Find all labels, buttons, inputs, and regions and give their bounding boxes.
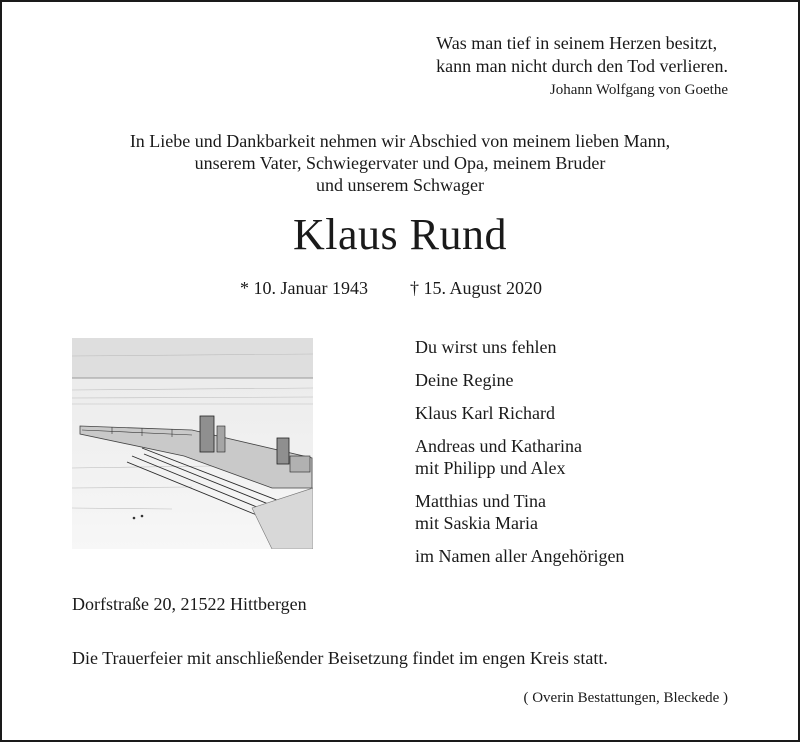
mourner-block	[415, 435, 624, 479]
quote-line: kann man nicht durch den Tod verlieren.	[436, 56, 728, 76]
quote-line: Was man tief in seinem Herzen besitzt,	[436, 33, 718, 53]
death-date: † 15. August 2020	[410, 278, 543, 298]
intro-text	[2, 130, 798, 196]
address: Dorfstraße 20, 21522 Hittbergen	[72, 594, 307, 614]
mourner-line: Du wirst uns fehlen	[415, 337, 557, 357]
deceased-name: Klaus Rund	[293, 210, 507, 259]
mourner-line: im Namen aller Angehörigen	[415, 546, 625, 566]
intro-line: In Liebe und Dankbarkeit nehmen wir Abschied von meinem lieben Mann,	[129, 131, 671, 151]
undertaker: ( Overin Bestattungen, Bleckede )	[523, 690, 728, 706]
mourner-line: mit Philipp und Alex	[415, 458, 566, 478]
mourner-line: mit Saskia Maria	[415, 513, 538, 533]
birth-date: * 10. Januar 1943	[240, 278, 368, 298]
mourner-line: Andreas und Katharina	[415, 436, 582, 456]
mourner-block	[415, 336, 624, 358]
mourners-list	[415, 336, 624, 578]
ceremony-notice: Die Trauerfeier mit anschließender Beisetzung findet im engen Kreis statt.	[72, 648, 608, 668]
mourner-block	[415, 490, 624, 534]
mourner-line: Matthias und Tina	[415, 491, 547, 511]
mourner-line: Deine Regine	[415, 370, 514, 390]
pier-photo-svg	[72, 338, 313, 549]
intro-line: unserem Vater, Schwiegervater und Opa, meinem Bruder	[194, 153, 606, 173]
intro-line: und unserem Schwager	[316, 175, 484, 195]
mourner-line: Klaus Karl Richard	[415, 403, 555, 423]
mourner-block	[415, 545, 624, 567]
quote-author: Johann Wolfgang von Goethe	[549, 82, 728, 98]
mourner-block	[415, 402, 624, 424]
pier-photo-icon	[72, 338, 313, 549]
quote	[436, 32, 728, 78]
mourner-block	[415, 369, 624, 391]
